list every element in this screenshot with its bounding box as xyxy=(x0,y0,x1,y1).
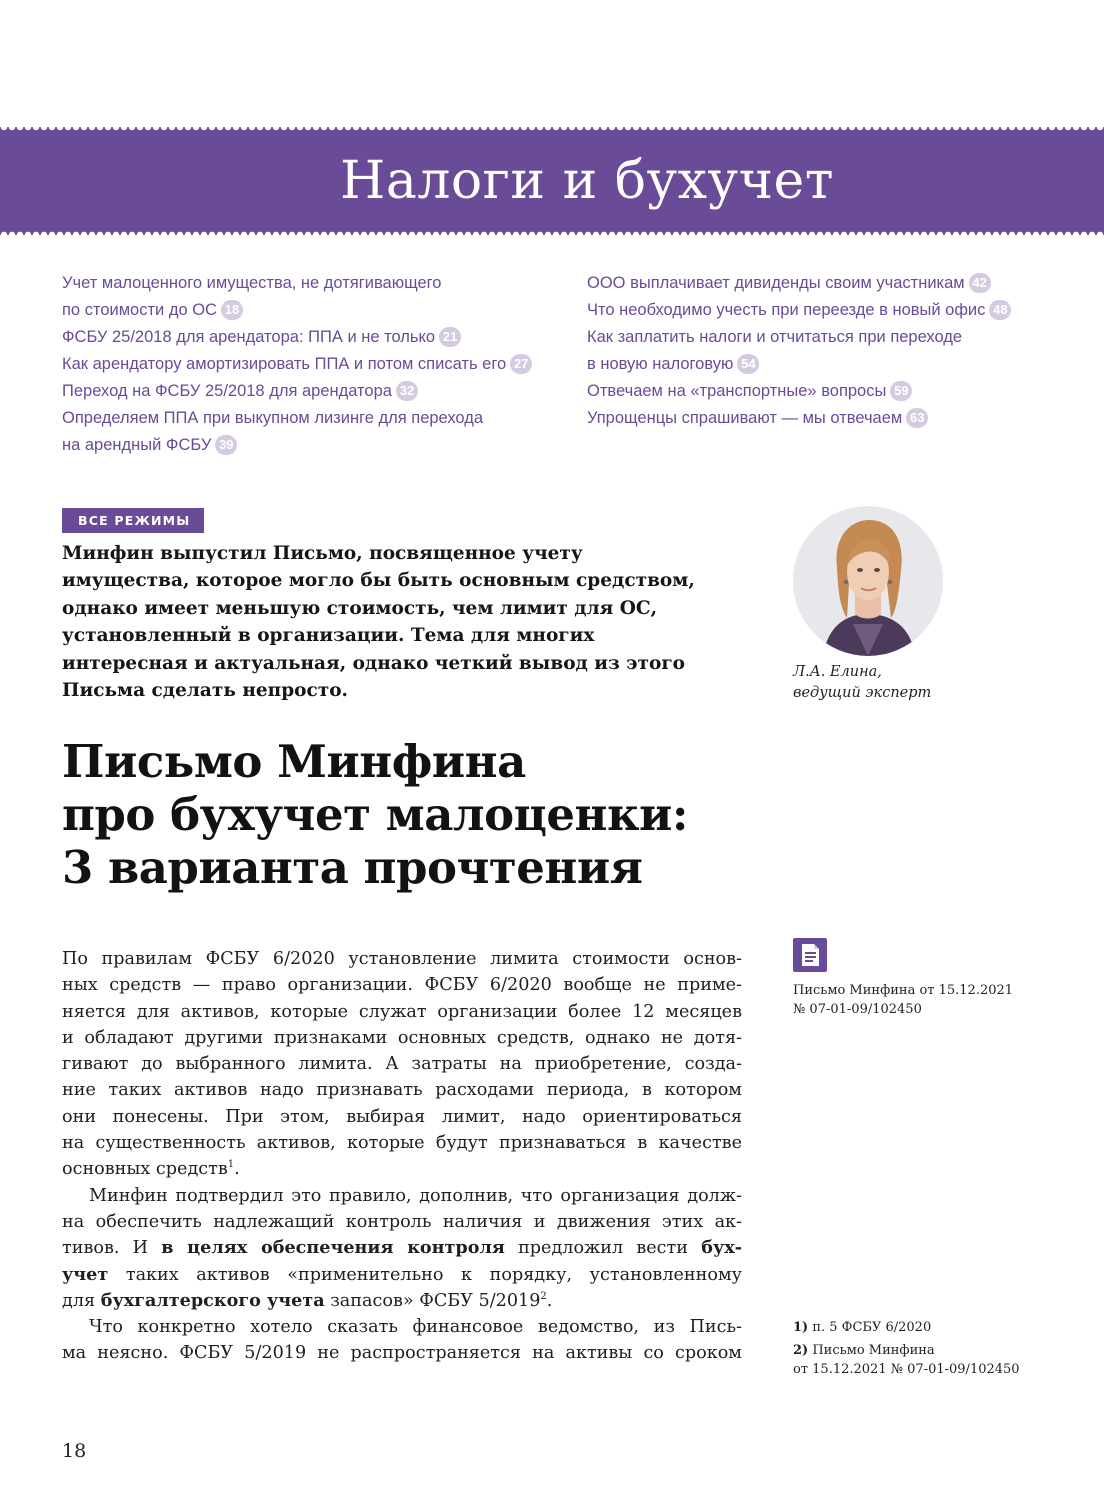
author-caption xyxy=(793,662,1043,704)
toc-entry-line: Как арендатору амортизировать ППА и потом списать его 27 xyxy=(62,351,562,378)
page-badge: 63 xyxy=(906,408,928,428)
article-headline xyxy=(62,735,782,894)
headline-line: 3 варианта прочтения xyxy=(62,841,643,894)
body-line: Минфин подтвердил это правило, дополнив, что организация долж- xyxy=(89,1185,742,1206)
toc-entry[interactable] xyxy=(62,324,562,351)
side-reference xyxy=(793,981,1053,1019)
body-line: гивают до выбранного лимита. А затраты на приобретение, созда- xyxy=(62,1054,742,1075)
toc-entry-line: Определяем ППА при выкупном лизинге для перехода xyxy=(62,409,484,427)
toc-entry-line: Отвечаем на «транспортные» вопросы 59 xyxy=(587,378,1057,405)
body-line: Что конкретно хотело сказать финансовое ведомство, из Пись- xyxy=(89,1317,742,1338)
headline-line: про бухучет малоценки: xyxy=(62,788,688,841)
author-photo xyxy=(793,506,943,656)
lead-line: интересная и актуальная, однако четкий вывод из этого xyxy=(62,652,686,674)
side-reference-line: № 07-01-09/102450 xyxy=(793,1002,922,1017)
lead-line: установленный в организации. Тема для многих xyxy=(62,625,595,647)
author-name: Л.А. Елина, xyxy=(793,664,882,680)
toc-entry[interactable] xyxy=(62,351,562,378)
body-line: основных средств$^1$. xyxy=(62,1159,240,1180)
footnote: 2) Письмо Минфина xyxy=(793,1343,935,1358)
body-line: учет таких активов «применительно к порядку, установленному xyxy=(62,1263,742,1285)
toc-left-column xyxy=(62,270,562,459)
footnote: 1) п. 5 ФСБУ 6/2020 xyxy=(793,1320,932,1335)
page-badge: 48 xyxy=(989,300,1011,320)
toc-entry[interactable] xyxy=(587,405,1057,432)
body-line: ма неясно. ФСБУ 5/2019 не распространяется на активы со сроком xyxy=(62,1343,742,1364)
page-badge: 39 xyxy=(215,435,237,455)
toc-entry-line: Переход на ФСБУ 25/2018 для арендатора 32 xyxy=(62,378,562,405)
toc-entry[interactable] xyxy=(587,270,1057,297)
toc-entry-line: по стоимости до ОС 18 xyxy=(62,297,562,324)
toc-entry[interactable] xyxy=(587,297,1057,324)
lead-line: Письма сделать непросто. xyxy=(62,680,349,702)
toc-entry-line: Упрощенцы спрашивают — мы отвечаем 63 xyxy=(587,405,1057,432)
page-number: 18 xyxy=(62,1440,87,1462)
page-badge: 42 xyxy=(969,273,991,293)
document-icon xyxy=(793,938,827,972)
body-line: для бухгалтерского учета запасов» ФСБУ 5/2019$^2$. xyxy=(62,1289,553,1311)
footnotes xyxy=(793,1318,1053,1379)
body-line: и обладают другими признаками основных средств, однако не дотя- xyxy=(62,1027,742,1048)
toc-entry-line: в новую налоговую 54 xyxy=(587,351,1057,378)
article-body xyxy=(62,946,742,1367)
page-badge: 21 xyxy=(439,327,461,347)
body-line: По правилам ФСБУ 6/2020 установление лимита стоимости основ- xyxy=(62,949,742,969)
side-reference-line: Письмо Минфина от 15.12.2021 xyxy=(793,983,1014,998)
page-badge: 59 xyxy=(890,381,912,401)
headline-line: Письмо Минфина xyxy=(62,735,526,788)
body-line: на существенность активов, которые будут признаваться в качестве xyxy=(62,1133,742,1154)
footnote-ref[interactable]: 2 xyxy=(540,1291,547,1302)
lead-line: имущества, которое могло бы быть основным средством, xyxy=(62,570,695,592)
lead-line: однако имеет меньшую стоимость, чем лимит для ОС, xyxy=(62,597,658,619)
body-line: няется для активов, которые служат организации более 12 месяцев xyxy=(62,1001,742,1022)
lead-line: Минфин выпустил Письмо, посвященное учету xyxy=(62,543,583,564)
section-banner xyxy=(0,127,1104,235)
footnote-continuation: от 15.12.2021 № 07-01-09/102450 xyxy=(793,1362,1020,1377)
section-title: Налоги и бухучет xyxy=(339,151,835,211)
toc-entry-line: Как заплатить налоги и отчитаться при переходе xyxy=(587,328,963,346)
body-line: тивов. И в целях обеспечения контроля предложил вести бух- xyxy=(62,1237,742,1259)
page-badge: 18 xyxy=(221,300,243,320)
page-badge: 54 xyxy=(737,354,759,374)
toc-entry-line: ООО выплачивает дивиденды своим участникам 42 xyxy=(587,270,1057,297)
category-tag: ВСЕ РЕЖИМЫ xyxy=(62,508,204,533)
toc-entry[interactable] xyxy=(587,324,1057,378)
toc-entry-line: ФСБУ 25/2018 для арендатора: ППА и не только 21 xyxy=(62,324,562,351)
toc-right-column xyxy=(587,270,1057,432)
page-badge: 32 xyxy=(396,381,418,401)
article-lead xyxy=(62,540,742,704)
footnote-ref[interactable]: 1 xyxy=(227,1159,235,1171)
page-badge: 27 xyxy=(510,354,532,374)
body-line: на обеспечить надлежащий контроль наличия и движения этих ак- xyxy=(62,1211,742,1232)
toc-entry-line: Учет малоценного имущества, не дотягивающего xyxy=(62,274,442,292)
body-line: они понесены. При этом, выбирая лимит, надо ориентироваться xyxy=(62,1106,742,1127)
body-line: ных средств — право организации. ФСБУ 6/2020 вообще не приме- xyxy=(62,975,742,996)
toc-entry[interactable] xyxy=(62,270,562,324)
author-role: ведущий эксперт xyxy=(793,685,932,701)
toc-entry-line: на арендный ФСБУ 39 xyxy=(62,432,562,459)
toc-entry[interactable] xyxy=(62,378,562,405)
toc-entry[interactable] xyxy=(62,405,562,459)
toc-entry-line: Что необходимо учесть при переезде в новый офис 48 xyxy=(587,297,1057,324)
body-line: ние таких активов надо признавать расходами периода, в котором xyxy=(62,1080,742,1101)
toc-entry[interactable] xyxy=(587,378,1057,405)
